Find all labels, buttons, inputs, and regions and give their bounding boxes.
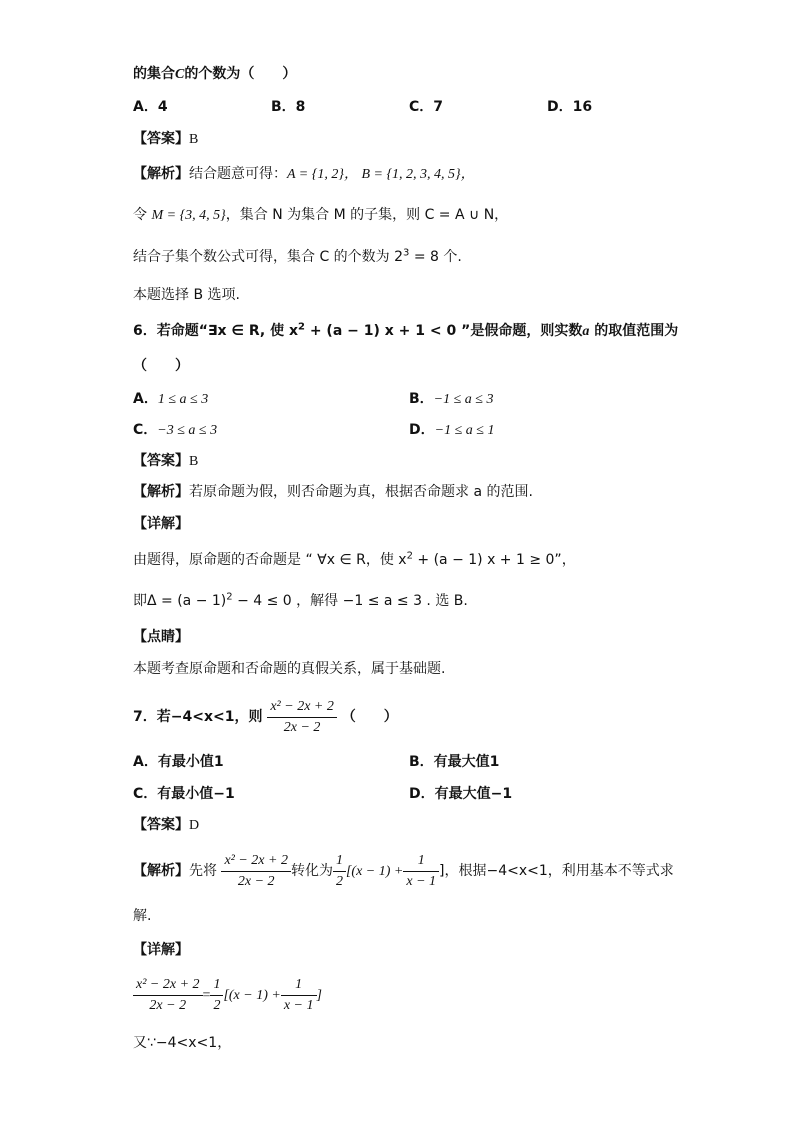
q5-answer: 【答案】B	[133, 131, 199, 147]
q6-detail-tag: 【详解】	[133, 516, 189, 532]
q7-option-b: B．有最大值1	[409, 754, 500, 770]
q7-answer: 【答案】D	[133, 817, 200, 833]
q6-detail-2: 即$\Delta = (a - 1)^2 - 4 \le 0$ ，解得 −1 ≤ a ≤ 3 . 选 B.	[133, 591, 468, 609]
q7-detail-inverse: $\frac{1}{x - 1}$	[281, 976, 317, 1015]
q5-analysis-3: 结合子集个数公式可得，集合 C 的个数为 $2^3 = 8$ 个.	[133, 247, 462, 265]
q7-option-d: D．有最大值−1	[409, 786, 513, 802]
q6-option-d: D．−1 ≤ a ≤ 1	[409, 422, 495, 438]
q6-comment-tag: 【点睛】	[133, 629, 189, 645]
q5-analysis-1: 【解析】结合题意可得：A = {1, 2}， B = {1, 2, 3, 4, 5}，	[133, 166, 475, 182]
q5-option-a: A．4	[133, 99, 168, 115]
q7-detail-tag: 【详解】	[133, 942, 189, 958]
q6-option-c: C．−3 ≤ a ≤ 3	[133, 422, 218, 438]
q5-option-d: D．16	[547, 99, 593, 115]
q6-option-a: A．1 ≤ a ≤ 3	[133, 391, 209, 407]
q6-stem: 6．若命题“∃x ∈ R, 使 $x^2 + (a - 1) x + 1 < 0$ ”是假命题，则实数a 的取值范围为	[133, 321, 679, 339]
q7-stem-fraction: $\frac{\text{x² − 2x + 2}}{2x - 2}$	[267, 698, 337, 737]
q5-option-c: C．7	[409, 99, 444, 115]
q7-stem: 7．若−4<x<1，则 $\frac{\text{x² − 2x + 2}}{2x - 2}$ （ ）	[133, 698, 398, 735]
q5-analysis-2: 令 M = {3, 4, 5}，集合 N 为集合 M 的子集，则 C = A ∪ N，	[133, 207, 509, 223]
q7-detail-fraction: $\frac{\text{x² − 2x + 2}}{2x - 2}$	[133, 976, 203, 1015]
q7-detail-equation: $\frac{\text{x² − 2x + 2}}{2x - 2}$ = $\frac{1}{2}$ [(x − 1) + $\frac{1}{x - 1}$ ]	[133, 975, 322, 1016]
q6-option-b: B．−1 ≤ a ≤ 3	[409, 391, 494, 407]
q7-analysis: 【解析】先将 $\frac{\text{x² − 2x + 2}}{2x - 2}$ 转化为 $\frac{1}{2}$ [(x − 1) + $\frac{1}{x - 1}$ ]，根据−4<x<1，利用基本不等式求	[133, 852, 674, 889]
q6-stem-paren: （ ）	[133, 358, 189, 374]
q6-analysis: 【解析】若原命题为假，则否命题为真，根据否命题求 a 的范围.	[133, 484, 533, 500]
q5-option-b: B．8	[271, 99, 306, 115]
q6-comment: 本题考查原命题和否命题的真假关系，属于基础题.	[133, 661, 446, 677]
q7-analysis-end: 解.	[133, 908, 152, 924]
q7-half-fraction: $\frac{1}{2}$	[333, 852, 346, 891]
q5-stem: 的集合C的个数为（ ）	[133, 66, 297, 82]
q7-inverse-fraction: $\frac{1}{x - 1}$	[403, 852, 439, 891]
q6-answer: 【答案】B	[133, 453, 199, 469]
q7-option-a: A．有最小值1	[133, 754, 224, 770]
q7-analysis-fraction: $\frac{\text{x² − 2x + 2}}{2x - 2}$	[221, 852, 291, 891]
q7-detail-half: $\frac{1}{2}$	[210, 976, 223, 1015]
q6-detail-1: 由题得，原命题的否命题是 “ ∀x ∈ R，使 $x^2 + (a - 1) x + 1 \ge 0$”，	[133, 550, 576, 568]
q5-analysis-4: 本题选择 B 选项.	[133, 287, 240, 303]
q7-option-c: C．有最小值−1	[133, 786, 235, 802]
q7-last-line: 又∵−4<x<1，	[133, 1035, 232, 1051]
